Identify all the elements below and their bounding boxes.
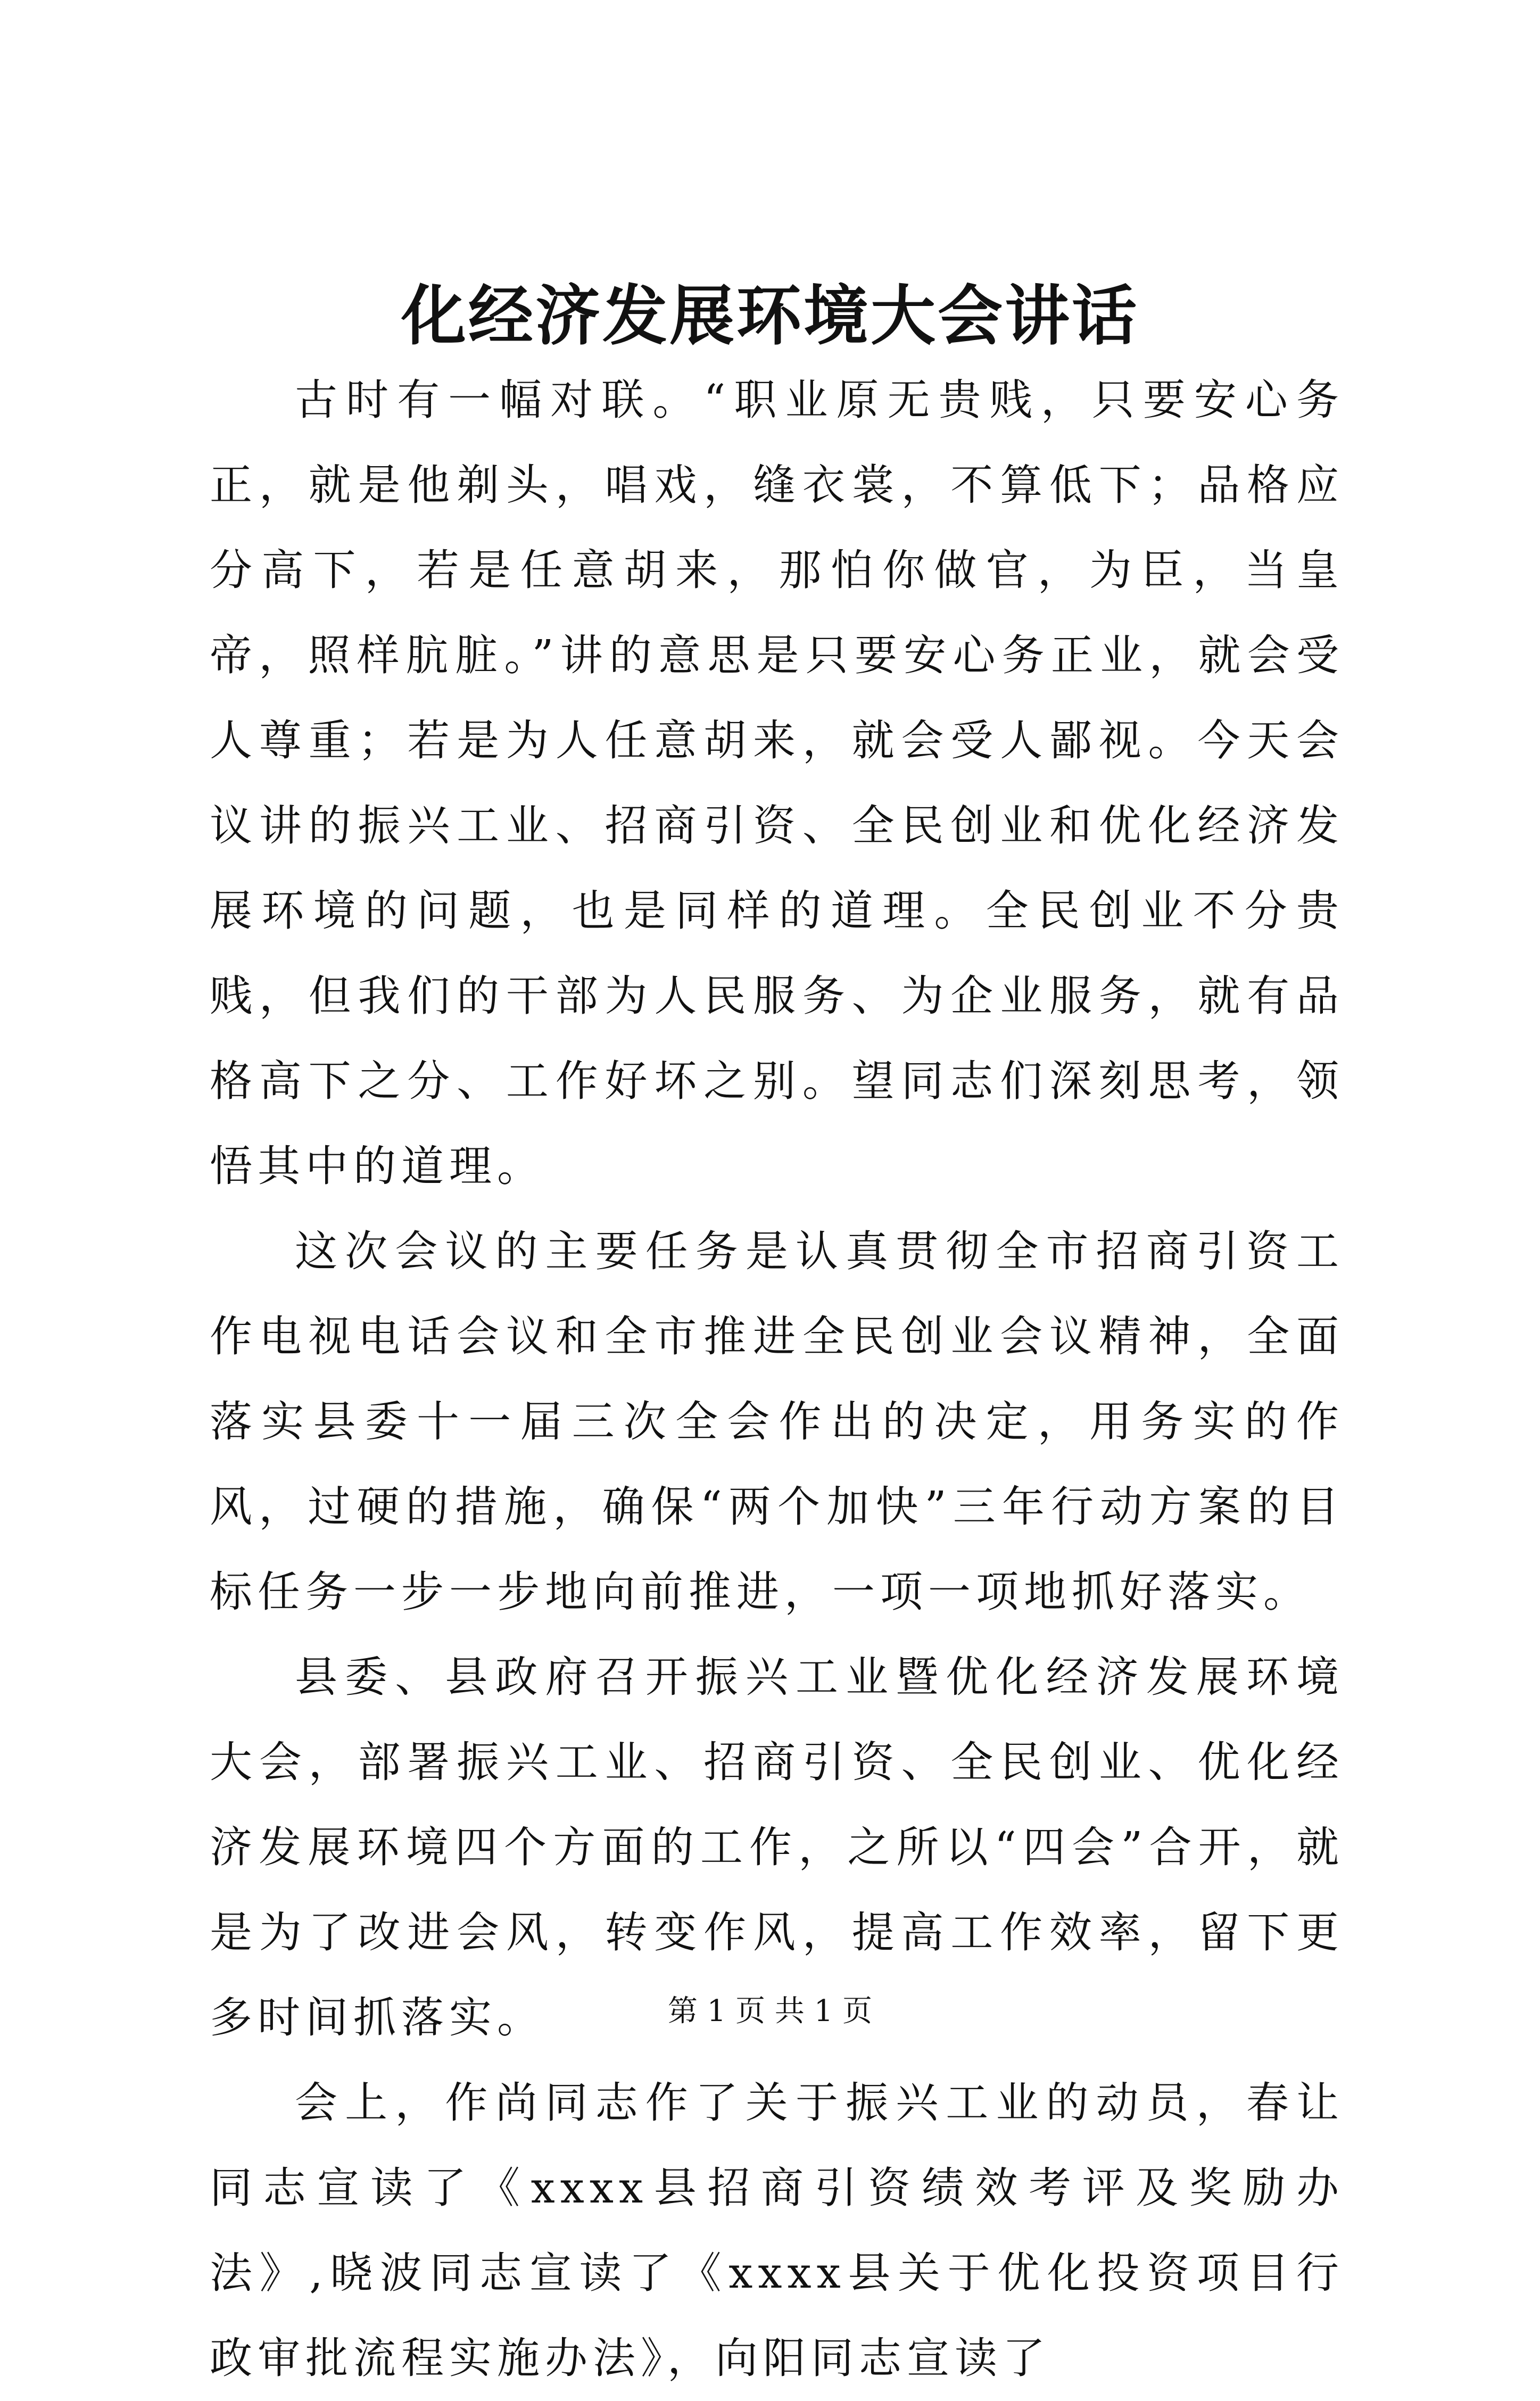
document-title: 化经济发展环境大会讲话 [401, 277, 1139, 354]
paragraph-3: 县委、县政府召开振兴工业暨优化经济发展环境大会，部署振兴工业、招商引资、全民创业、优化经济发展环境四个方面的工作，之所以“四会”合开，就是为了改进会风，转变作风，提高工作效率，留下更多时间抓落实。 [210, 1652, 1344, 2042]
paragraph-1: 古时有一幅对联。“职业原无贵贱，只要安心务正，就是他剃头，唱戏，缝衣裳，不算低下；品格应分高下，若是任意胡来，那怕你做官，为臣，当皇帝，照样肮脏。”讲的意思是只要安心务正业，就会受人尊重；若是为人任意胡来，就会受人鄙视。今天会议讲的振兴工业、招商引资、全民创业和优化经济发展环境的问题，也是同样的道理。全民创业不分贵贱，但我们的干部为人民服务、为企业服务，就有品格高下之分、工作好坏之别。望同志们深刻思考，领悟其中的道理。 [210, 375, 1344, 1191]
paragraph-2: 这次会议的主要任务是认真贯彻全市招商引资工作电视电话会议和全市推进全民创业会议精神，全面落实县委十一届三次全会作出的决定，用务实的作风，过硬的措施，确保“两个加快”三年行动方案的目标任务一步一步地向前推进，一项一项地抓好落实。 [210, 1227, 1344, 1617]
page-number-footer: 第 1 页 共 1 页 [667, 1994, 873, 2029]
document-body [210, 358, 1344, 2401]
paragraph-4: 会上，作尚同志作了关于振兴工业的动员，春让同志宣读了《xxxx县招商引资绩效考评及奖励办法》,晓波同志宣读了《xxxx县关于优化投资项目行政审批流程实施办法》，向阳同志宣读了 [210, 2078, 1344, 2383]
